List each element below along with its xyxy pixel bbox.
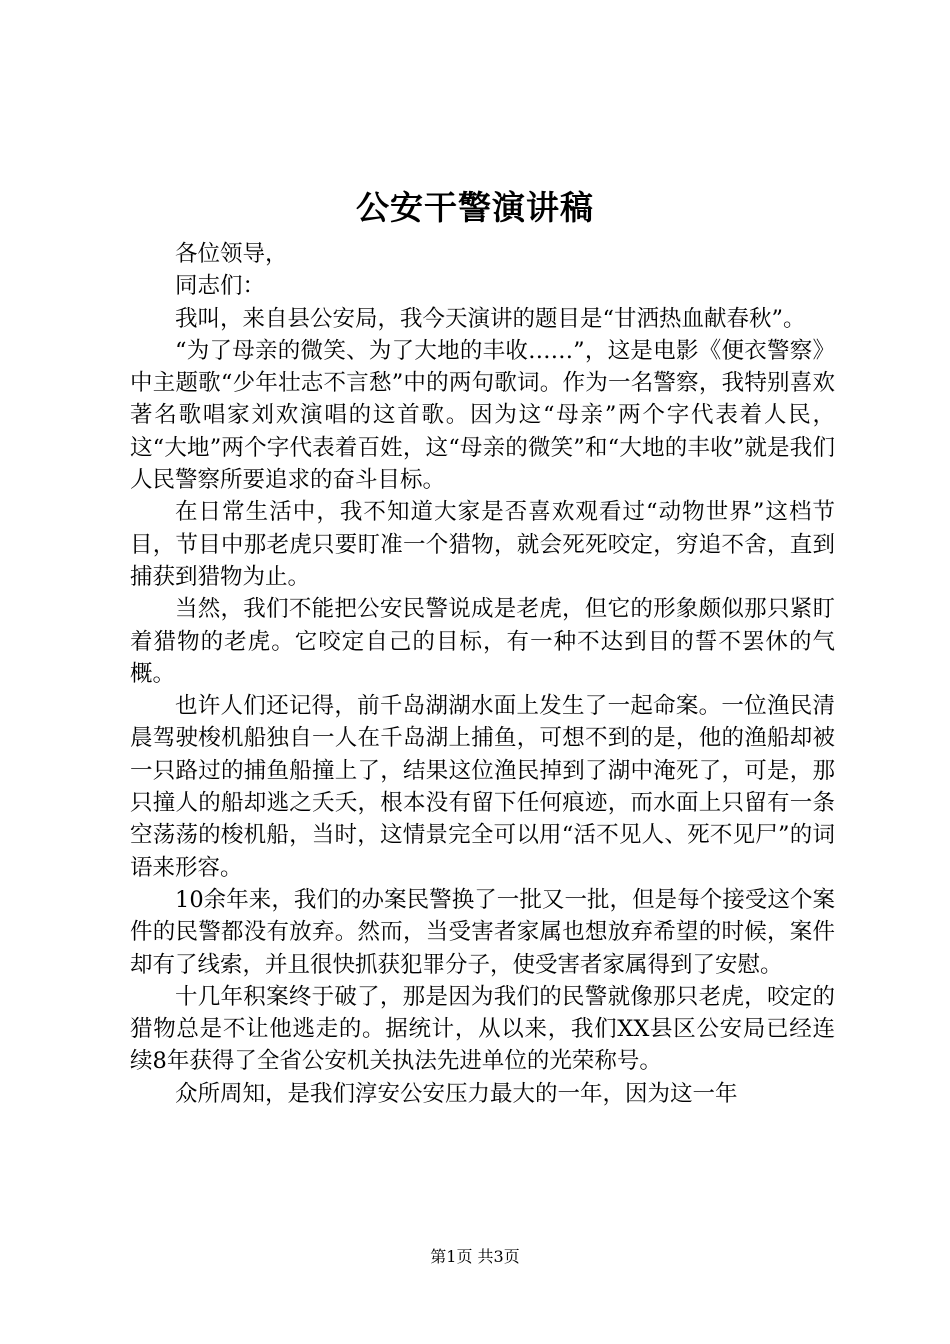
paragraph-case: 也许人们还记得，前千岛湖湖水面上发生了一起命案。一位渔民清晨驾驶梭机船独自一人在千岛湖上捕鱼，可想不到的是，他的渔船却被一只路过的捕鱼船撞上了，结果这位渔民掉到了湖中淹死了，可是，那只撞人的船却逃之夭夭，根本没有留下任何痕迹，而水面上只留有一条空荡荡的梭机船，当时，这情景完全可以用“活不见人、死不见尸”的词语来形容。 <box>130 693 835 881</box>
paragraph-intro: 我叫，来自县公安局，我今天演讲的题目是“甘洒热血献春秋”。 <box>175 305 806 332</box>
paragraph-ten-years: 10余年来，我们的办案民警换了一批又一批，但是每个接受这个案件的民警都没有放弃。然而，当受害者家属也想放弃希望的时候，案件却有了线索，并且很快抓获犯罪分子，使受害者家属得到了安慰。 <box>130 886 835 978</box>
document-body <box>130 238 835 1110</box>
paragraph-pressure: 众所周知，是我们淳安公安压力最大的一年，因为这一年 <box>175 1080 738 1107</box>
paragraph-tiger: 在日常生活中，我不知道大家是否喜欢观看过“动物世界”这档节目，节目中那老虎只要盯准一个猎物，就会死死咬定，穷追不舍，直到捕获到猎物为止。 <box>130 499 835 590</box>
document-title: 公安干警演讲稿 <box>356 188 594 227</box>
salutation-comrades: 同志们： <box>175 273 266 300</box>
paragraph-police-tiger: 当然，我们不能把公安民警说成是老虎，但它的形象颇似那只紧盯着猎物的老虎。它咬定自己的目标，有一种不达到目的誓不罢休的气概。 <box>130 596 835 687</box>
page-number: 第1页 共3页 <box>430 1247 520 1266</box>
paragraph-song: “为了母亲的微笑、为了大地的丰收……”，这是电影《便衣警察》中主题歌“少年壮志不言愁”中的两句歌词。作为一名警察，我特别喜欢著名歌唱家刘欢演唱的这首歌。因为这“母亲”两个字代表着人民，这“大地”两个字代表着百姓，这“母亲的微笑”和“大地的丰收”就是我们人民警察所要追求的奋斗目标。 <box>130 337 835 494</box>
salutation-leaders: 各位领导， <box>175 241 288 267</box>
paragraph-case-solved: 十几年积案终于破了，那是因为我们的民警就像那只老虎，咬定的猎物总是不让他逃走的。据统计，从以来，我们XX县区公安局已经连续8年获得了全省公安机关执法先进单位的光荣称号。 <box>130 983 835 1075</box>
